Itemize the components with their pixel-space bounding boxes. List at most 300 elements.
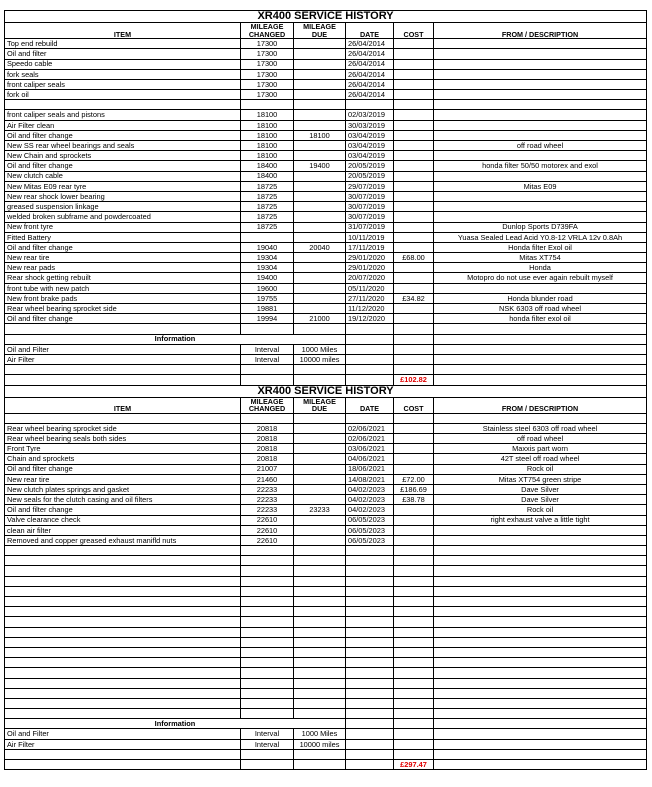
description-cell (434, 171, 647, 181)
description-cell (434, 100, 647, 110)
date-cell: 14/08/2021 (346, 474, 394, 484)
table-row (5, 222, 647, 232)
cost-cell (394, 434, 434, 444)
mileage-due-cell (294, 120, 346, 130)
table-row (5, 324, 647, 334)
section-title-row (5, 11, 647, 23)
interval-label: Interval (241, 354, 294, 364)
empty-cell (294, 375, 346, 385)
mileage-due-cell (294, 171, 346, 181)
mileage-due-cell (294, 263, 346, 273)
table-row (5, 546, 647, 556)
empty-cell (434, 749, 647, 759)
description-cell: Maxxis part worn (434, 444, 647, 454)
cost-cell (394, 79, 434, 89)
description-cell (434, 647, 647, 657)
mileage-due-cell (294, 698, 346, 708)
mileage-changed-cell (241, 607, 294, 617)
mileage-changed-cell: 22233 (241, 484, 294, 494)
mileage-changed-cell: 21007 (241, 464, 294, 474)
table-row (5, 90, 647, 100)
description-cell (434, 90, 647, 100)
description-cell: Honda filter Exol oil (434, 242, 647, 252)
description-cell: off road wheel (434, 141, 647, 151)
item-cell (5, 698, 241, 708)
service-history-sheet (4, 10, 647, 770)
mileage-changed-cell (241, 647, 294, 657)
mileage-changed-cell: 18100 (241, 151, 294, 161)
description-cell: Dave Silver (434, 484, 647, 494)
table-row (5, 232, 647, 242)
empty-cell (346, 344, 394, 354)
date-cell: 06/05/2023 (346, 535, 394, 545)
mileage-due-cell (294, 678, 346, 688)
date-cell (346, 607, 394, 617)
description-cell (434, 688, 647, 698)
interval-value: 10000 miles (294, 354, 346, 364)
table-row (5, 69, 647, 79)
cost-cell (394, 69, 434, 79)
empty-cell (241, 749, 294, 759)
empty-cell (394, 413, 434, 423)
item-cell: New rear pads (5, 263, 241, 273)
item-cell (5, 617, 241, 627)
mileage-due-cell (294, 586, 346, 596)
mileage-due-cell (294, 658, 346, 668)
item-cell: Valve clearance check (5, 515, 241, 525)
empty-cell (346, 719, 394, 729)
item-cell: Oil and filter change (5, 161, 241, 171)
cost-cell (394, 647, 434, 657)
header-item: ITEM (5, 397, 241, 413)
cost-cell (394, 324, 434, 334)
mileage-due-cell: 18100 (294, 130, 346, 140)
date-cell (346, 546, 394, 556)
date-cell (346, 658, 394, 668)
mileage-due-cell (294, 49, 346, 59)
cost-cell (394, 597, 434, 607)
interval-value: 1000 Miles (294, 729, 346, 739)
item-cell: New front brake pads (5, 293, 241, 303)
mileage-changed-cell (241, 566, 294, 576)
empty-cell (294, 760, 346, 770)
item-cell: front tube with new patch (5, 283, 241, 293)
date-cell: 26/04/2014 (346, 69, 394, 79)
mileage-changed-cell (241, 688, 294, 698)
description-cell: Rock oil (434, 505, 647, 515)
description-cell (434, 39, 647, 49)
date-cell: 04/06/2021 (346, 454, 394, 464)
header-mileage-due: MILEAGE DUE (294, 397, 346, 413)
description-cell: Rock oil (434, 464, 647, 474)
description-cell (434, 556, 647, 566)
information-label: Information (5, 719, 346, 729)
table-row (5, 273, 647, 283)
empty-cell (5, 365, 241, 375)
mileage-changed-cell (241, 556, 294, 566)
mileage-due-cell (294, 495, 346, 505)
header-cost: COST (394, 23, 434, 39)
description-cell: Stainless steel 6303 off road wheel (434, 423, 647, 433)
mileage-due-cell (294, 293, 346, 303)
table-row (5, 688, 647, 698)
item-cell: Front Tyre (5, 444, 241, 454)
mileage-changed-cell: 20818 (241, 454, 294, 464)
item-cell: Oil and filter change (5, 130, 241, 140)
mileage-due-cell (294, 546, 346, 556)
blank-row (5, 749, 647, 759)
total-row (5, 760, 647, 770)
date-cell: 04/02/2023 (346, 495, 394, 505)
empty-cell (434, 365, 647, 375)
empty-cell (434, 334, 647, 344)
date-cell (346, 678, 394, 688)
date-cell: 31/07/2019 (346, 222, 394, 232)
table-row (5, 39, 647, 49)
table-row (5, 110, 647, 120)
mileage-changed-cell: 19881 (241, 304, 294, 314)
item-cell: front caliper seals (5, 79, 241, 89)
mileage-due-cell (294, 202, 346, 212)
mileage-due-cell (294, 222, 346, 232)
item-cell (5, 688, 241, 698)
mileage-due-cell (294, 79, 346, 89)
mileage-due-cell (294, 39, 346, 49)
item-cell (5, 597, 241, 607)
table-row (5, 202, 647, 212)
date-cell: 02/06/2021 (346, 423, 394, 433)
interval-item: Air Filter (5, 354, 241, 364)
empty-cell (294, 413, 346, 423)
date-cell: 17/11/2019 (346, 242, 394, 252)
item-cell: Air Filter clean (5, 120, 241, 130)
empty-cell (241, 365, 294, 375)
interval-item: Oil and Filter (5, 344, 241, 354)
mileage-changed-cell: 18100 (241, 130, 294, 140)
date-cell: 04/02/2023 (346, 505, 394, 515)
item-cell (5, 637, 241, 647)
item-cell (5, 556, 241, 566)
mileage-changed-cell: 18400 (241, 171, 294, 181)
empty-cell (394, 365, 434, 375)
date-cell: 10/11/2019 (346, 232, 394, 242)
mileage-due-cell (294, 69, 346, 79)
mileage-changed-cell (241, 658, 294, 668)
cost-cell (394, 242, 434, 252)
table-row (5, 586, 647, 596)
mileage-due-cell (294, 627, 346, 637)
mileage-changed-cell (241, 100, 294, 110)
item-cell: Speedo cable (5, 59, 241, 69)
mileage-due-cell (294, 304, 346, 314)
date-cell: 02/03/2019 (346, 110, 394, 120)
cost-cell (394, 607, 434, 617)
table-row (5, 444, 647, 454)
table-row (5, 658, 647, 668)
item-cell: New rear tire (5, 253, 241, 263)
cost-cell (394, 668, 434, 678)
cost-cell (394, 263, 434, 273)
item-cell (5, 709, 241, 719)
mileage-due-cell (294, 535, 346, 545)
date-cell: 03/04/2019 (346, 130, 394, 140)
empty-cell (346, 739, 394, 749)
cost-cell: £186.69 (394, 484, 434, 494)
date-cell (346, 556, 394, 566)
mileage-changed-cell: 17300 (241, 59, 294, 69)
empty-cell (394, 739, 434, 749)
mileage-due-cell (294, 273, 346, 283)
table-row (5, 566, 647, 576)
cost-cell (394, 454, 434, 464)
description-cell: Dunlop Sports D739FA (434, 222, 647, 232)
date-cell: 06/05/2023 (346, 525, 394, 535)
information-row (5, 719, 647, 729)
mileage-changed-cell: 22610 (241, 515, 294, 525)
empty-cell (5, 760, 241, 770)
empty-cell (394, 719, 434, 729)
mileage-due-cell (294, 151, 346, 161)
total-row (5, 375, 647, 385)
cost-cell (394, 202, 434, 212)
item-cell: New clutch plates springs and gasket (5, 484, 241, 494)
description-cell (434, 130, 647, 140)
mileage-due-cell (294, 709, 346, 719)
item-cell (5, 678, 241, 688)
item-cell: Oil and filter change (5, 464, 241, 474)
item-cell: clean air filter (5, 525, 241, 535)
mileage-changed-cell: 21460 (241, 474, 294, 484)
mileage-changed-cell (241, 232, 294, 242)
table-row (5, 100, 647, 110)
mileage-due-cell (294, 617, 346, 627)
date-cell: 05/11/2020 (346, 283, 394, 293)
cost-cell (394, 151, 434, 161)
table-row (5, 668, 647, 678)
cost-cell (394, 566, 434, 576)
mileage-changed-cell (241, 627, 294, 637)
cost-cell (394, 39, 434, 49)
date-cell: 03/06/2021 (346, 444, 394, 454)
mileage-changed-cell: 17300 (241, 69, 294, 79)
mileage-changed-cell: 19304 (241, 263, 294, 273)
cost-cell (394, 283, 434, 293)
cost-cell (394, 191, 434, 201)
date-cell (346, 566, 394, 576)
table-row (5, 454, 647, 464)
table-row (5, 293, 647, 303)
mileage-due-cell (294, 637, 346, 647)
mileage-due-cell (294, 90, 346, 100)
description-cell (434, 586, 647, 596)
mileage-due-cell (294, 607, 346, 617)
date-cell: 30/07/2019 (346, 202, 394, 212)
mileage-changed-cell: 22233 (241, 495, 294, 505)
mileage-due-cell (294, 515, 346, 525)
date-cell: 20/07/2020 (346, 273, 394, 283)
date-cell (346, 576, 394, 586)
empty-cell (394, 749, 434, 759)
cost-cell (394, 120, 434, 130)
cost-cell (394, 423, 434, 433)
mileage-changed-cell: 17300 (241, 49, 294, 59)
empty-cell (241, 760, 294, 770)
cost-cell (394, 212, 434, 222)
table-row (5, 709, 647, 719)
item-cell: Oil and filter change (5, 505, 241, 515)
header-row (5, 23, 647, 39)
date-cell: 29/07/2019 (346, 181, 394, 191)
mileage-due-cell (294, 232, 346, 242)
item-cell: Oil and filter change (5, 242, 241, 252)
item-cell (5, 668, 241, 678)
item-cell: Removed and copper greased exhaust manifld nuts (5, 535, 241, 545)
date-cell (346, 324, 394, 334)
blank-row (5, 365, 647, 375)
interval-item: Air Filter (5, 739, 241, 749)
empty-cell (434, 729, 647, 739)
item-cell (5, 658, 241, 668)
table-row (5, 637, 647, 647)
table-row (5, 607, 647, 617)
date-cell: 03/04/2019 (346, 141, 394, 151)
cost-cell (394, 273, 434, 283)
header-from-description: FROM / DESCRIPTION (434, 23, 647, 39)
mileage-due-cell (294, 253, 346, 263)
description-cell (434, 607, 647, 617)
description-cell: Motopro do not use ever again rebuilt myself (434, 273, 647, 283)
table-row (5, 242, 647, 252)
mileage-due-cell (294, 688, 346, 698)
description-cell: 42T steel off road wheel (434, 454, 647, 464)
table-row (5, 49, 647, 59)
cost-cell: £72.00 (394, 474, 434, 484)
empty-cell (434, 344, 647, 354)
table-row (5, 556, 647, 566)
item-cell: New rear shock lower bearing (5, 191, 241, 201)
cost-cell (394, 100, 434, 110)
item-cell: front caliper seals and pistons (5, 110, 241, 120)
cost-cell (394, 222, 434, 232)
mileage-due-cell (294, 324, 346, 334)
mileage-due-cell: 20040 (294, 242, 346, 252)
mileage-changed-cell: 18100 (241, 120, 294, 130)
description-cell: Honda (434, 263, 647, 273)
section-title: XR400 SERVICE HISTORY (5, 11, 647, 23)
date-cell: 29/01/2020 (346, 253, 394, 263)
date-cell (346, 647, 394, 657)
section-title-row (5, 385, 647, 397)
item-cell: welded broken subframe and powdercoated (5, 212, 241, 222)
date-cell: 26/04/2014 (346, 49, 394, 59)
cost-cell (394, 130, 434, 140)
date-cell: 03/04/2019 (346, 151, 394, 161)
table-row (5, 464, 647, 474)
description-cell (434, 283, 647, 293)
description-cell (434, 597, 647, 607)
date-cell: 27/11/2020 (346, 293, 394, 303)
spacer-row (5, 413, 647, 423)
mileage-changed-cell: 19994 (241, 314, 294, 324)
table-row (5, 151, 647, 161)
empty-cell (434, 760, 647, 770)
mileage-changed-cell: 20818 (241, 434, 294, 444)
description-cell: honda filter 50/50 motorex and exol (434, 161, 647, 171)
description-cell (434, 546, 647, 556)
date-cell: 26/04/2014 (346, 59, 394, 69)
date-cell: 30/07/2019 (346, 212, 394, 222)
item-cell: New seals for the clutch casing and oil filters (5, 495, 241, 505)
cost-cell (394, 637, 434, 647)
mileage-changed-cell: 18725 (241, 212, 294, 222)
interval-label: Interval (241, 729, 294, 739)
item-cell: fork seals (5, 69, 241, 79)
empty-cell (394, 354, 434, 364)
description-cell (434, 668, 647, 678)
empty-cell (5, 749, 241, 759)
cost-cell: £34.82 (394, 293, 434, 303)
date-cell (346, 698, 394, 708)
description-cell (434, 698, 647, 708)
header-from-description: FROM / DESCRIPTION (434, 397, 647, 413)
empty-cell (294, 749, 346, 759)
item-cell: greased suspension linkage (5, 202, 241, 212)
empty-cell (346, 729, 394, 739)
empty-cell (346, 334, 394, 344)
mileage-changed-cell (241, 678, 294, 688)
cost-cell (394, 525, 434, 535)
description-cell (434, 535, 647, 545)
description-cell: honda filter exol oil (434, 314, 647, 324)
mileage-changed-cell: 17300 (241, 39, 294, 49)
item-cell: New SS rear wheel bearings and seals (5, 141, 241, 151)
date-cell (346, 637, 394, 647)
mileage-changed-cell (241, 324, 294, 334)
cost-cell (394, 586, 434, 596)
item-cell: Rear wheel bearing sprocket side (5, 304, 241, 314)
empty-cell (241, 413, 294, 423)
item-cell: fork oil (5, 90, 241, 100)
mileage-changed-cell: 18725 (241, 181, 294, 191)
interval-row (5, 354, 647, 364)
description-cell (434, 324, 647, 334)
cost-cell (394, 181, 434, 191)
mileage-due-cell (294, 464, 346, 474)
date-cell: 20/05/2019 (346, 161, 394, 171)
mileage-changed-cell: 19755 (241, 293, 294, 303)
mileage-due-cell (294, 474, 346, 484)
mileage-due-cell (294, 181, 346, 191)
date-cell: 02/06/2021 (346, 434, 394, 444)
description-cell (434, 202, 647, 212)
description-cell (434, 110, 647, 120)
mileage-changed-cell: 20818 (241, 423, 294, 433)
mileage-due-cell (294, 556, 346, 566)
description-cell: off road wheel (434, 434, 647, 444)
mileage-changed-cell: 18725 (241, 222, 294, 232)
mileage-changed-cell: 22233 (241, 505, 294, 515)
item-cell: New rear tire (5, 474, 241, 484)
cost-cell (394, 556, 434, 566)
item-cell (5, 100, 241, 110)
interval-row (5, 729, 647, 739)
mileage-changed-cell (241, 576, 294, 586)
item-cell: Rear wheel bearing seals both sides (5, 434, 241, 444)
item-cell: Chain and sprockets (5, 454, 241, 464)
mileage-changed-cell: 19040 (241, 242, 294, 252)
item-cell: Rear wheel bearing sprocket side (5, 423, 241, 433)
cost-cell (394, 110, 434, 120)
